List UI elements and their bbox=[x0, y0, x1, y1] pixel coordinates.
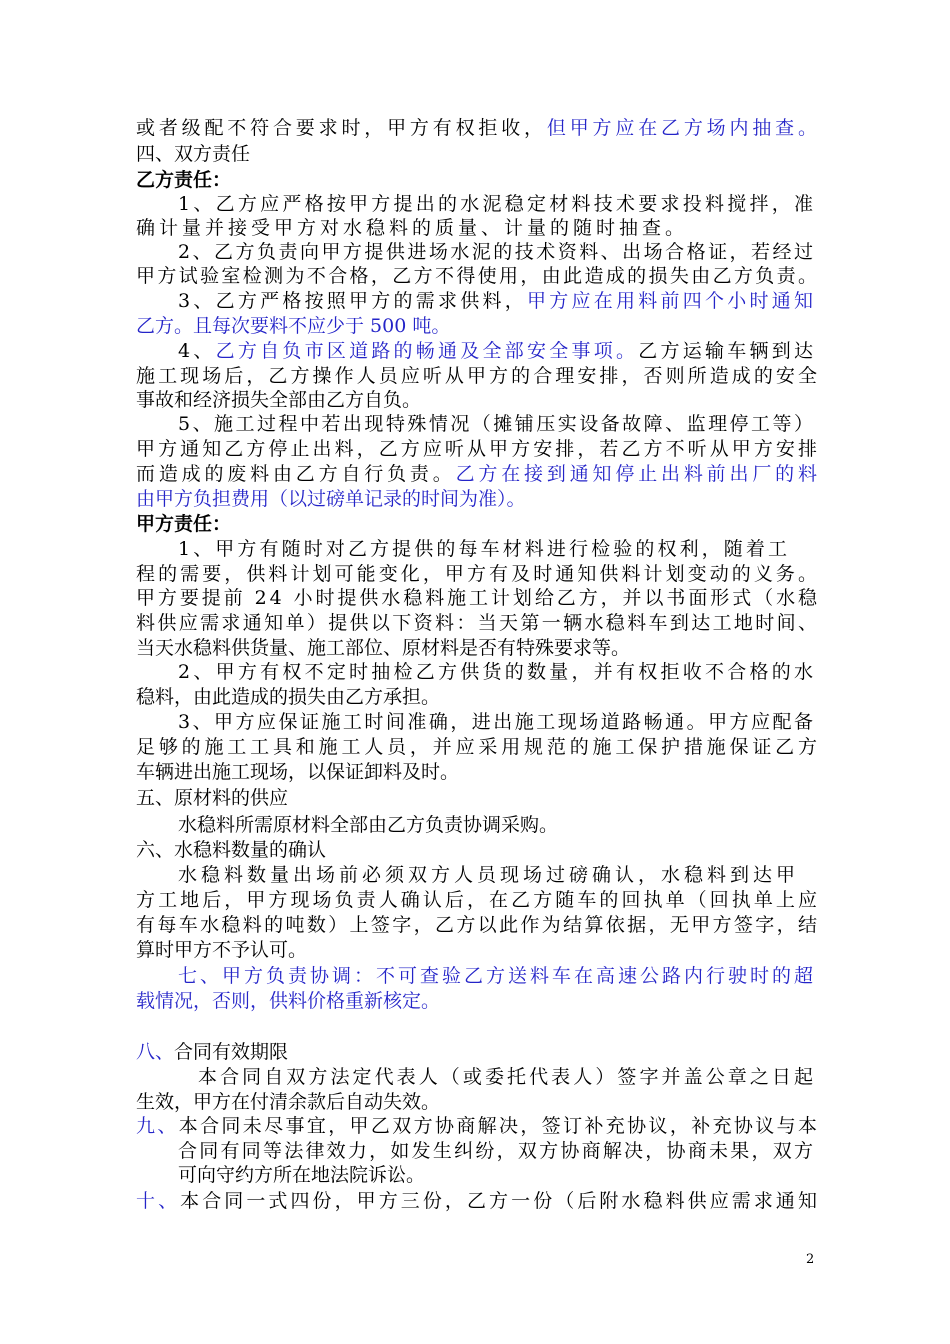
text-line bbox=[136, 586, 820, 610]
text-run: 当天水稳料供货量、施工部位、原材料是否有特殊要求等。 bbox=[136, 637, 631, 659]
text-line bbox=[178, 339, 816, 363]
text-run: 方工地后，甲方现场负责人确认后，在乙方随车的回执单（回执单上应 bbox=[136, 889, 821, 911]
text-run: 八、 bbox=[136, 1041, 175, 1063]
text-line bbox=[178, 964, 816, 988]
text-run: 六、水稳料数量的确认 bbox=[136, 839, 327, 861]
text-line bbox=[136, 913, 819, 937]
text-line bbox=[178, 1139, 815, 1163]
text-run: 程的需要，供料计划可能变化，甲方有及时通知供料计划变动的义务。 bbox=[136, 563, 821, 585]
text-line bbox=[136, 364, 820, 388]
text-line bbox=[136, 314, 450, 338]
text-line bbox=[178, 412, 815, 436]
text-run: 四、双方责任 bbox=[136, 143, 251, 165]
text-run: 生效，甲方在付清余款后自动失效。 bbox=[136, 1091, 441, 1113]
text-run: 有每车水稳料的吨数）上签字，乙方以此作为结算依据，无甲方签字，结 bbox=[136, 914, 820, 936]
text-run: 乙方自负市区道路的畅通及全部安全事项。 bbox=[215, 340, 639, 362]
text-line bbox=[178, 863, 799, 887]
text-run: 甲方责任： bbox=[136, 513, 232, 535]
text-run: 乙方责任： bbox=[136, 169, 232, 191]
text-run: 可向守约方所在地法院诉讼。 bbox=[178, 1164, 426, 1186]
text-line bbox=[178, 240, 815, 264]
text-run: 七、甲方负责协调：不可查验乙方送料车在高速公路内行驶时的超 bbox=[178, 965, 816, 987]
text-run: 五、原材料的供应 bbox=[136, 787, 289, 809]
text-run: 乙方运输车辆到达 bbox=[638, 340, 817, 362]
text-line bbox=[136, 611, 819, 635]
text-run: 本合同未尽事宜，甲乙双方协商解决，签订补充协议，补充协议与本 bbox=[178, 1115, 820, 1137]
text-line bbox=[178, 537, 790, 561]
text-run: 甲方试验室检测为不合格，乙方不得使用，由此造成的损失由乙方负责。 bbox=[136, 265, 820, 287]
text-run: 事故和经济损失全部由乙方自负。 bbox=[136, 389, 422, 411]
text-line bbox=[136, 1189, 820, 1213]
text-line bbox=[178, 660, 816, 684]
text-line bbox=[136, 562, 820, 586]
text-line bbox=[136, 388, 421, 412]
text-line bbox=[136, 116, 821, 140]
text-line bbox=[136, 989, 440, 1013]
text-run: 足够的施工工具和施工人员，并应采用规范的施工保护措施保证乙方 bbox=[136, 736, 821, 758]
text-line bbox=[136, 760, 459, 784]
text-line bbox=[198, 1065, 816, 1089]
text-run: 5、施工过程中若出现特殊情况（摊铺压实设备故障、监理停工等） bbox=[178, 413, 816, 435]
text-line bbox=[136, 1090, 440, 1114]
text-run: 但甲方应在乙方场内抽查。 bbox=[546, 117, 821, 139]
text-line bbox=[136, 168, 231, 192]
page-number: 2 bbox=[806, 1252, 815, 1267]
text-run: 十、 bbox=[136, 1190, 181, 1212]
text-line bbox=[136, 786, 288, 810]
text-run: 施工现场后，乙方操作人员应听从甲方的合理安排，否则所造成的安全 bbox=[136, 365, 821, 387]
text-line bbox=[178, 710, 815, 734]
text-line bbox=[136, 437, 820, 461]
text-line bbox=[136, 1114, 819, 1138]
text-run: 乙方。且每次要料不应少于 500 吨。 bbox=[136, 315, 451, 337]
text-line bbox=[136, 838, 326, 862]
text-run: 算时甲方不予认可。 bbox=[136, 939, 308, 961]
text-run: 由甲方负担费用（以过磅单记录的时间为准）。 bbox=[136, 488, 526, 510]
text-line bbox=[136, 888, 820, 912]
text-run: 而造成的废料由乙方自行负责。 bbox=[136, 463, 456, 485]
text-run: 2、乙方负责向甲方提供进场水泥的技术资料、出场合格证，若经过 bbox=[178, 241, 816, 263]
text-run: 载情况，否则，供料价格重新核定。 bbox=[136, 990, 441, 1012]
text-line bbox=[178, 192, 816, 216]
text-line bbox=[178, 1163, 425, 1187]
text-line bbox=[136, 636, 630, 660]
text-line bbox=[136, 264, 819, 288]
text-run: 1、甲方有随时对乙方提供的每车材料进行检验的权利，随着工 bbox=[178, 538, 791, 560]
text-run: 合同有同等法律效力，如发生纠纷，双方协商解决，协商未果，双方 bbox=[178, 1140, 816, 1162]
text-line bbox=[136, 685, 440, 709]
text-run: 2、甲方有权不定时抽检乙方供货的数量，并有权拒收不合格的水 bbox=[178, 661, 817, 683]
text-run: 九、 bbox=[136, 1115, 179, 1137]
text-run: 甲方通知乙方停止出料，乙方应听从甲方安排，若乙方不听从甲方安排 bbox=[136, 438, 821, 460]
text-run: 乙方在接到通知停止出料前出厂的料 bbox=[455, 463, 821, 485]
text-run: 或者级配不符合要求时，甲方有权拒收， bbox=[136, 117, 547, 139]
text-run: 1、乙方应严格按甲方提出的水泥稳定材料技术要求投料搅拌，准 bbox=[178, 193, 817, 215]
text-run: 确计量并接受甲方对水稳料的质量、计量的随时抽查。 bbox=[136, 217, 689, 239]
text-run: 水稳料数量出场前必须双方人员现场过磅确认，水稳料到达甲 bbox=[178, 864, 800, 886]
text-line bbox=[136, 462, 821, 486]
text-line bbox=[178, 289, 816, 313]
text-line bbox=[178, 813, 558, 837]
text-run: 本合同自双方法定代表人（或委托代表人）签字并盖公章之日起 bbox=[198, 1066, 817, 1088]
text-line bbox=[136, 487, 526, 511]
text-run: 料供应需求通知单）提供以下资料：当天第一辆水稳料车到达工地时间、 bbox=[136, 612, 820, 634]
text-run: 稳料，由此造成的损失由乙方承担。 bbox=[136, 686, 441, 708]
text-run: 水稳料所需原材料全部由乙方负责协调采购。 bbox=[178, 814, 559, 836]
text-line bbox=[136, 216, 688, 240]
text-line bbox=[136, 735, 821, 759]
text-run: 合同有效期限 bbox=[174, 1041, 289, 1063]
text-run: 车辆进出施工现场，以保证卸料及时。 bbox=[136, 761, 460, 783]
text-line bbox=[136, 512, 231, 536]
text-line bbox=[136, 1040, 288, 1064]
text-run: 4、 bbox=[178, 340, 216, 362]
text-run: 3、甲方应保证施工时间准确，进出施工现场道路畅通。甲方应配备 bbox=[178, 711, 816, 733]
text-line bbox=[136, 938, 307, 962]
text-run: 3、乙方严格按照甲方的需求供料， bbox=[178, 290, 528, 312]
text-run: 本合同一式四份，甲方三份，乙方一份（后附水稳料供应需求通知 bbox=[180, 1190, 821, 1212]
text-run: 甲方应在用料前四个小时通知 bbox=[527, 290, 817, 312]
text-run: 甲方要提前 24 小时提供水稳料施工计划给乙方，并以书面形式（水稳 bbox=[136, 587, 820, 609]
text-line bbox=[136, 142, 250, 166]
